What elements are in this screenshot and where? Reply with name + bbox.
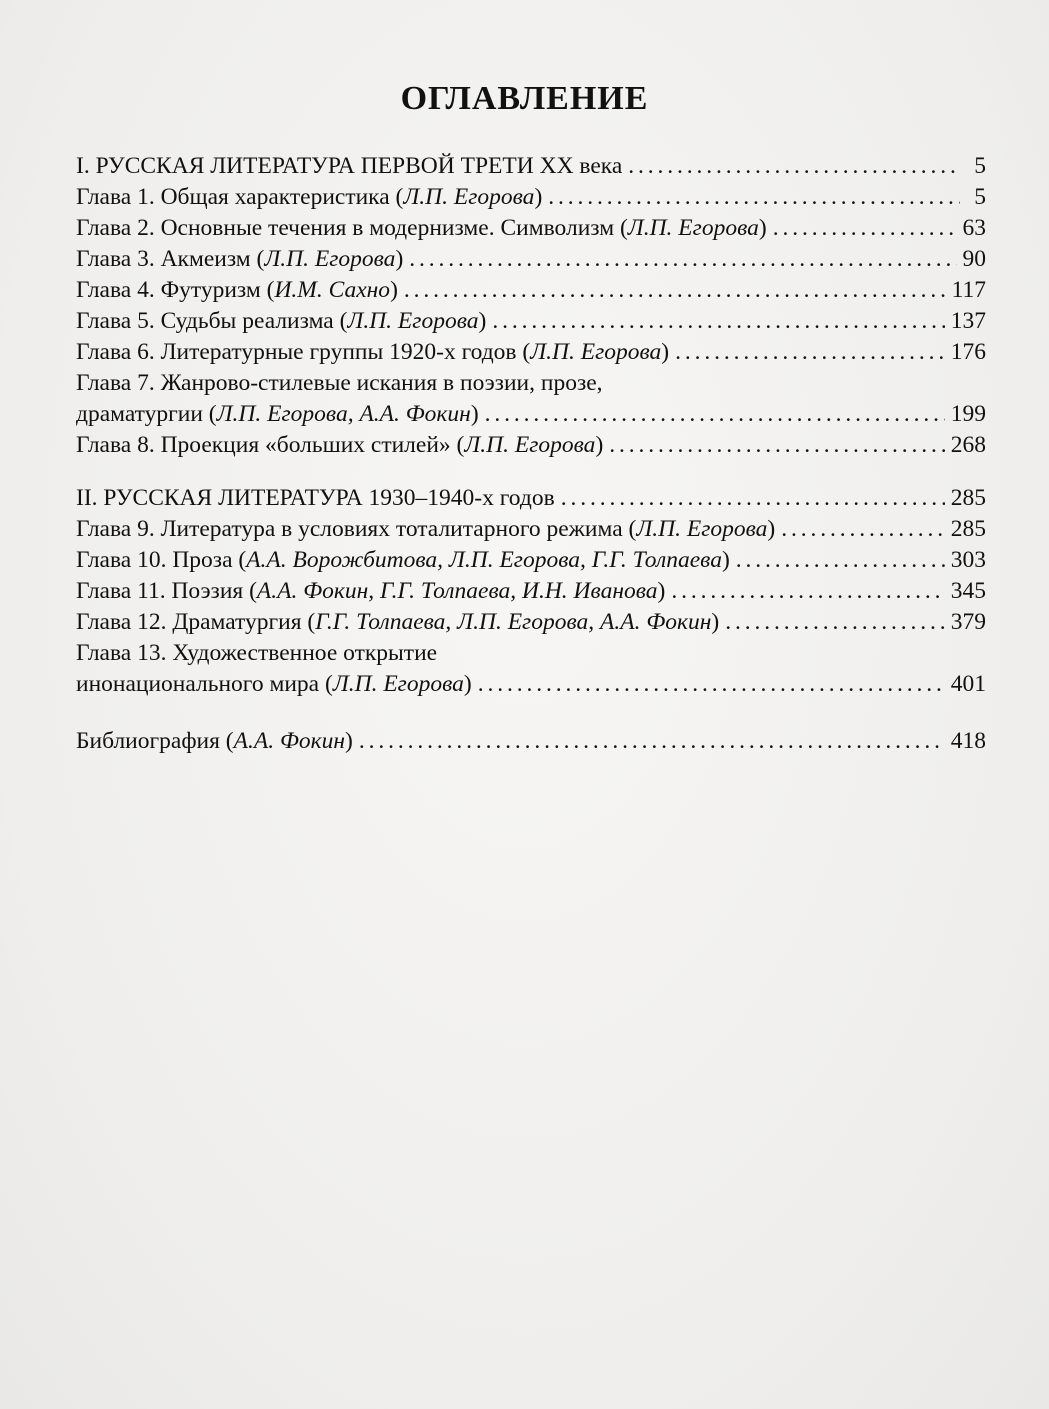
toc-chapter-6: Глава 6. Литературные группы 1920-х годов (Л.П. Егорова) . . . 176	[76, 337, 986, 368]
page-title: ОГЛАВЛЕНИЕ	[400, 80, 649, 117]
toc-chapter-13: инонационального мира (Л.П. Егорова) . . . 401	[76, 669, 986, 700]
chapter-author: Л.П. Егорова	[347, 308, 479, 334]
chapter-page: 199	[950, 401, 986, 427]
toc-chapter-8: Глава 8. Проекция «больших стилей» (Л.П. Егорова) . . . 268	[76, 430, 986, 461]
chapter-page: 176	[950, 339, 986, 365]
toc-bibliography: Библиография (А.А. Фокин) . . . 418	[76, 726, 986, 757]
toc-chapter-9: Глава 9. Литература в условиях тоталитарного режима (Л.П. Егорова) . . . 285	[76, 514, 986, 545]
chapter-author: Л.П. Егорова	[332, 671, 464, 697]
toc-chapter-7: драматургии (Л.П. Егорова, А.А. Фокин) . . . 199	[76, 399, 986, 430]
chapter-page: 303	[950, 547, 986, 573]
toc-chapter-10: Глава 10. Проза (А.А. Ворожбитова, Л.П. Егорова, Г.Г. Толпаева) . . . 303	[76, 545, 986, 576]
chapter-page: 117	[951, 277, 986, 303]
section-page: 5	[974, 153, 986, 179]
chapter-author: Л.П. Егорова	[636, 516, 768, 542]
chapter-page: 268	[950, 432, 986, 458]
toc-chapter-12: Глава 12. Драматургия (Г.Г. Толпаева, Л.П. Егорова, А.А. Фокин) . . . 379	[76, 607, 986, 638]
bibliography-author: А.А. Фокин	[233, 728, 346, 754]
chapter-author: Л.П. Егорова	[464, 432, 596, 458]
bibliography-page: 418	[950, 728, 986, 754]
chapter-author: Л.П. Егорова	[403, 184, 535, 210]
toc-chapter-11: Глава 11. Поэзия (А.А. Фокин, Г.Г. Толпаева, И.Н. Иванова) . . . 345	[76, 576, 986, 607]
section-page: 285	[950, 485, 986, 511]
toc-chapter-2: Глава 2. Основные течения в модернизме. Символизм (Л.П. Егорова) . . . 63	[76, 213, 986, 244]
chapter-page: 401	[950, 671, 986, 697]
toc-chapter-7-line-1: Глава 7. Жанрово-стилевые искания в поэзии, прозе,	[76, 370, 603, 396]
section-label: I. РУССКАЯ ЛИТЕРАТУРА ПЕРВОЙ ТРЕТИ XX века	[76, 153, 623, 179]
chapter-page: 137	[950, 308, 986, 334]
chapter-page: 285	[950, 516, 986, 542]
chapter-author: Л.П. Егорова	[264, 246, 396, 272]
toc-chapter-4: Глава 4. Футуризм (И.М. Сахно) . . . 117	[76, 275, 986, 306]
chapter-author: Л.П. Егорова, А.А. Фокин	[216, 401, 471, 427]
table-of-contents	[76, 151, 986, 757]
chapter-author: А.А. Ворожбитова, Л.П. Егорова, Г.Г. Толпаева	[246, 547, 722, 573]
chapter-page: 345	[950, 578, 986, 604]
toc-section-2	[76, 483, 986, 514]
toc-section-1	[76, 151, 986, 182]
chapter-author: И.М. Сахно	[274, 277, 391, 303]
toc-chapter-13-line-1: Глава 13. Художественное открытие	[76, 640, 438, 666]
toc-chapter-1: Глава 1. Общая характеристика (Л.П. Егорова) . . . 5	[76, 182, 986, 213]
toc-chapter-3: Глава 3. Акмеизм (Л.П. Егорова) . . . 90	[76, 244, 986, 275]
chapter-author: Л.П. Егорова	[530, 339, 662, 365]
chapter-author: Г.Г. Толпаева, Л.П. Егорова, А.А. Фокин	[315, 609, 712, 635]
chapter-page: 379	[950, 609, 986, 635]
section-label: II. РУССКАЯ ЛИТЕРАТУРА 1930–1940-х годов	[76, 485, 555, 511]
toc-chapter-5: Глава 5. Судьбы реализма (Л.П. Егорова) . . . 137	[76, 306, 986, 337]
chapter-page: 90	[962, 246, 986, 272]
chapter-author: А.А. Фокин, Г.Г. Толпаева, И.Н. Иванова	[256, 578, 658, 604]
chapter-page: 63	[962, 215, 986, 241]
chapter-page: 5	[974, 184, 986, 210]
chapter-author: Л.П. Егорова	[627, 215, 759, 241]
